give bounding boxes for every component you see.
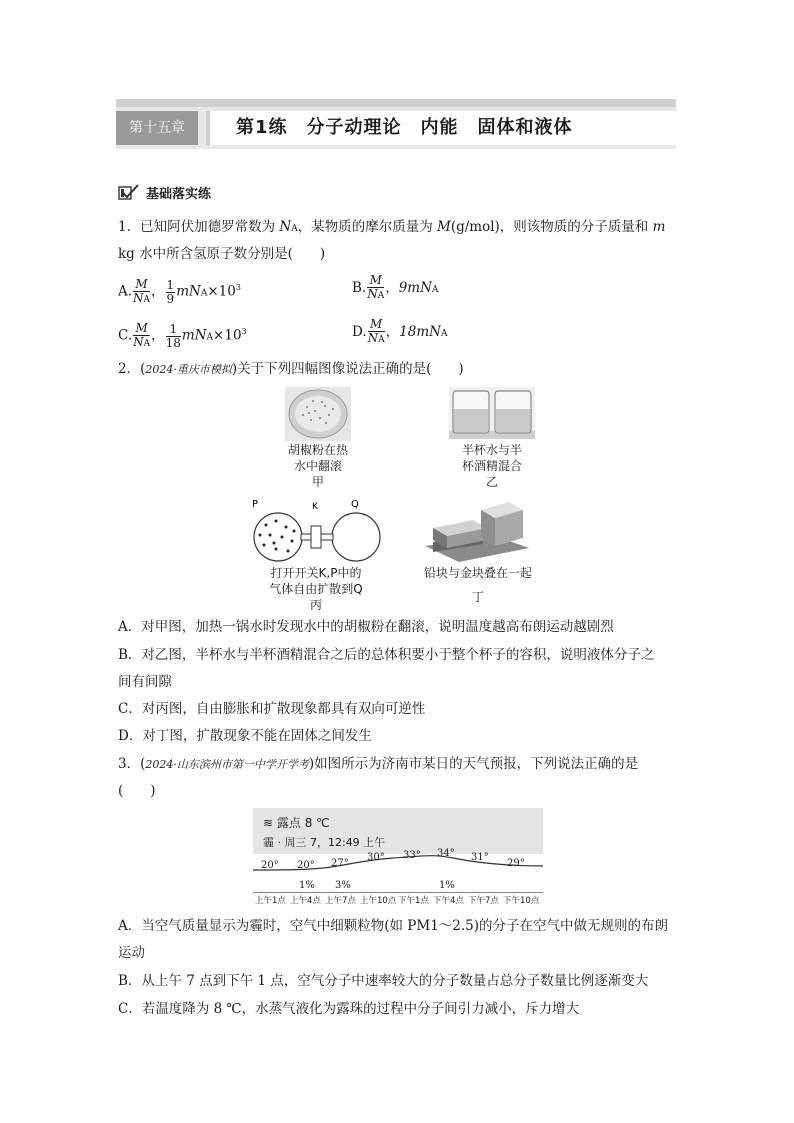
q1-option-d[interactable]: D. $\frac{M}{NA}$ ，18mNA (352, 317, 448, 345)
q2-option-d[interactable]: D．对丁图，扩散现象不能在固体之间发生 (118, 728, 372, 744)
label-q: Q (351, 499, 359, 510)
chapter-header (116, 99, 676, 149)
q1-option-b[interactable]: B. $\frac{M}{NA}$ ，9mNA (352, 273, 439, 301)
q2-option-b-line1[interactable]: B．对乙图，半杯水与半杯酒精混合之后的总体积要小于整个杯子的容积，说明液体分子之 (118, 647, 655, 663)
temp-6: 34° (437, 848, 455, 859)
fig-jia-caption: 胡椒粉在热 水中翻滚 甲 (287, 443, 348, 489)
temp-1: 20° (261, 860, 279, 871)
time-7: 下午7点 (468, 896, 499, 906)
pepper-pot-image (285, 387, 351, 441)
temp-4: 30° (367, 852, 385, 863)
fig-ding-caption: 铅块与金块叠在一起 丁 (423, 566, 532, 604)
dew-point-line: ≋ 露点 8 ℃ (263, 816, 330, 830)
precip-2: 3% (335, 880, 351, 891)
label-p: P (252, 499, 259, 510)
temp-7: 31° (471, 852, 489, 863)
q3-stem-line1: 3．(2024·山东滨州市第一中学开学考)如图所示为济南市某日的天气预报，下列说法正确的是 (118, 756, 639, 772)
time-2: 上午4点 (290, 896, 321, 906)
q2-option-a[interactable]: A．对甲图，加热一锅水时发现水中的胡椒粉在翻滚，说明温度越高布朗运动越剧烈 (118, 619, 614, 635)
q3-stem-line2: ( ) (118, 783, 156, 799)
q3-option-a-line2[interactable]: 运动 (118, 945, 145, 961)
haze-icon: ≋ (263, 816, 274, 830)
time-4: 上午10点 (360, 896, 397, 906)
q2-stem: 2．(2024·重庆市模拟)关于下列四幅图像说法正确的是( ) (118, 361, 464, 377)
fig-yi-caption: 半杯水与半 杯酒精混合 乙 (461, 443, 522, 489)
page-title: 第1练 分子动理论 内能 固体和液体 (236, 117, 573, 138)
checklist-icon (118, 184, 140, 200)
time-6: 下午4点 (433, 896, 464, 906)
temp-5: 33° (403, 850, 421, 861)
q1-stem-line1: 1．已知阿伏加德罗常数为 NA，某物质的摩尔质量为 M(g/mol)，则该物质的分子质量和 m (118, 219, 666, 235)
label-k: K (312, 502, 318, 512)
time-axis-line (253, 892, 543, 893)
weather-forecast-panel (253, 808, 543, 906)
temp-3: 27° (331, 858, 349, 869)
q1-stem-line2: kg 水中所含氢原子数分别是( ) (118, 246, 326, 262)
q3-option-a-line1[interactable]: A．当空气质量显示为霾时，空气中细颗粒物(如 PM1～2.5)的分子在空气中做无规则的布朗 (118, 918, 669, 934)
precip-3: 1% (439, 880, 455, 891)
gas-diffusion-diagram (252, 497, 382, 565)
temp-8: 29° (507, 858, 525, 869)
time-8: 下午10点 (503, 896, 540, 906)
q1-option-a[interactable]: A. $\frac{M}{NA}$ ， $\frac{1}{9}$ $mNA\times 10^3$ (118, 276, 241, 306)
section-title: 基础落实练 (146, 186, 212, 202)
stacked-blocks-image (425, 498, 529, 564)
q1-option-c[interactable]: C. $\frac{M}{NA}$ ， $\frac{1}{18}$ $mNA\times 10^3$ (118, 320, 247, 350)
q3-option-b[interactable]: B．从上午 7 点到下午 1 点，空气分子中速率较大的分子数量占总分子数量比例逐渐变大 (118, 973, 649, 989)
q2-option-b-line2[interactable]: 间有间隙 (118, 674, 172, 690)
q3-option-c[interactable]: C．若温度降为 8 ℃，水蒸气液化为露珠的过程中分子间引力减小，斥力增大 (118, 1001, 580, 1017)
time-3: 上午7点 (325, 896, 356, 906)
time-5: 下午1点 (398, 896, 429, 906)
section-heading (118, 183, 211, 201)
haze-date-line: 霾 · 周三 7，12:49 上午 (263, 836, 386, 849)
time-1: 上午1点 (255, 896, 286, 906)
header-top-stripe (116, 99, 676, 107)
chapter-label: 第十五章 (116, 111, 198, 145)
temp-2: 20° (297, 860, 315, 871)
q2-option-c[interactable]: C．对丙图，自由膨胀和扩散现象都具有双向可逆性 (118, 701, 426, 717)
precip-1: 1% (299, 880, 315, 891)
fig-bing-caption: 打开开关K,P中的 气体自由扩散到Q 丙 (269, 566, 363, 612)
two-glasses-image (449, 387, 535, 439)
